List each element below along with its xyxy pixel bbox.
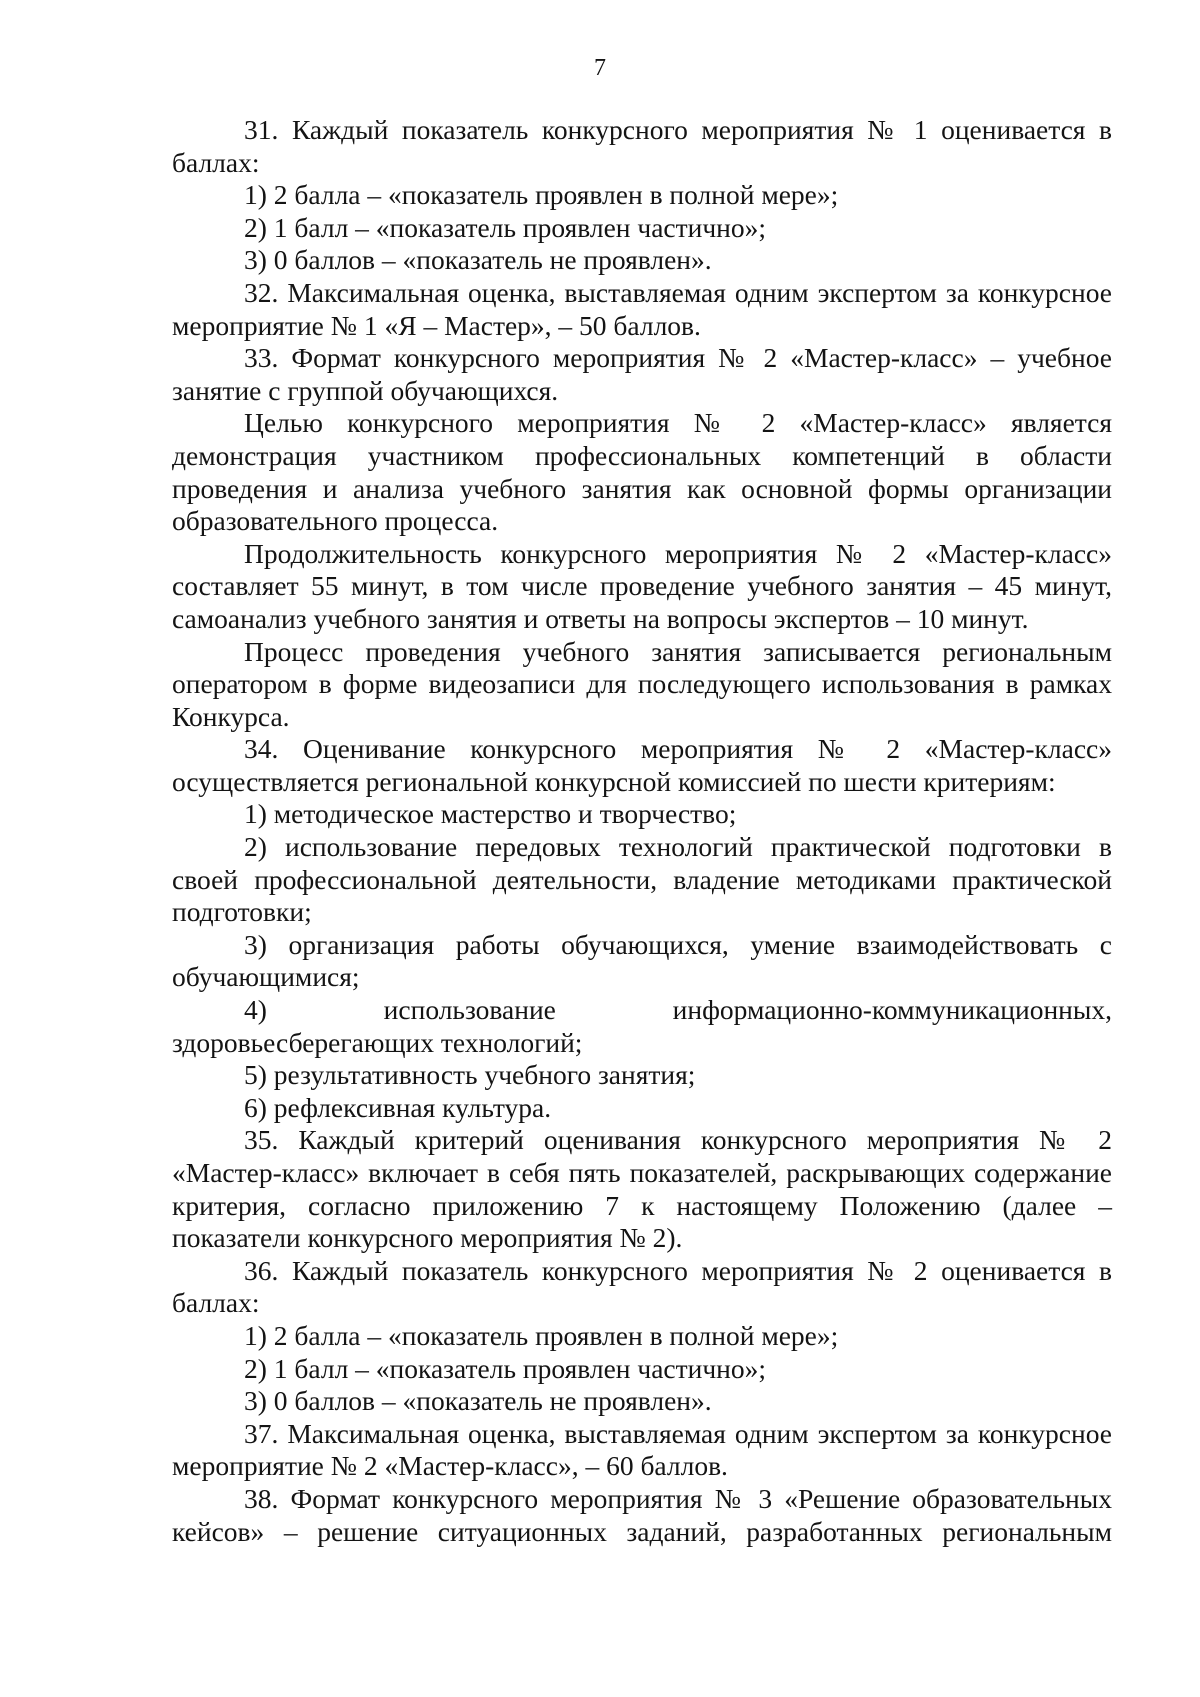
paragraph: 2) 1 балл – «показатель проявлен частично»; xyxy=(244,1352,767,1384)
paragraph: 6) рефлексивная культура. xyxy=(244,1091,552,1123)
paragraph: 2) использование передовых технологий практической подготовки в своей профессиональной деятельности, владение методиками практической подготовки; xyxy=(172,831,1112,928)
paragraph: 5) результативность учебного занятия; xyxy=(244,1059,696,1091)
paragraph: 3) 0 баллов – «показатель не проявлен». xyxy=(244,1385,712,1417)
paragraph: 32. Максимальная оценка, выставляемая одним экспертом за конкурсное мероприятие № 1 «Я – Мастер», – 50 баллов. xyxy=(172,276,1112,341)
paragraph: 4) использование информационно-коммуникационных, здоровьесберегающих технологий; xyxy=(172,994,1112,1058)
paragraph: Продолжительность конкурсного мероприятия № 2 «Мастер-класс» составляет 55 минут, в том числе проведение учебного занятия – 45 минут, самоанализ учебного занятия и ответы на вопросы экспертов – 10 минут. xyxy=(172,537,1112,634)
paragraph: 1) 2 балла – «показатель проявлен в полной мере»; xyxy=(244,1319,839,1351)
paragraph: 36. Каждый показатель конкурсного мероприятия № 2 оценивается в баллах: xyxy=(172,1254,1112,1319)
paragraph: 1) методическое мастерство и творчество; xyxy=(244,798,737,830)
paragraph: Целью конкурсного мероприятия № 2 «Мастер-класс» является демонстрация участником профессиональных компетенций в области проведения и анализа учебного занятия как основной формы организации образовательного процесса. xyxy=(172,407,1112,537)
paragraph: Процесс проведения учебного занятия записывается региональным оператором в форме видеозаписи для последующего использования в рамках Конкурса. xyxy=(172,635,1112,732)
paragraph: 34. Оценивание конкурсного мероприятия № 2 «Мастер-класс» осуществляется региональной конкурсной комиссией по шести критериям: xyxy=(172,733,1112,797)
paragraph: 1) 2 балла – «показатель проявлен в полной мере»; xyxy=(244,179,839,211)
paragraph: 3) организация работы обучающихся, умение взаимодействовать с обучающимися; xyxy=(172,928,1112,993)
paragraph: 35. Каждый критерий оценивания конкурсного мероприятия № 2 «Мастер-класс» включает в себя пять показателей, раскрывающих содержание критерия, согласно приложению 7 к настоящему Положению (далее – показатели конкурсного мероприятия № 2). xyxy=(172,1124,1112,1254)
paragraph: 2) 1 балл – «показатель проявлен частично»; xyxy=(244,211,767,243)
paragraph: 38. Формат конкурсного мероприятия № 3 «Решение образовательных кейсов» – решение ситуационных заданий, разработанных региональным xyxy=(172,1482,1112,1547)
paragraph: 31. Каждый показатель конкурсного мероприятия № 1 оценивается в баллах: xyxy=(172,114,1112,178)
paragraph: 33. Формат конкурсного мероприятия № 2 «Мастер-класс» – учебное занятие с группой обучающихся. xyxy=(172,342,1112,406)
paragraph: 37. Максимальная оценка, выставляемая одним экспертом за конкурсное мероприятие № 2 «Мастер-класс», – 60 баллов. xyxy=(172,1417,1112,1482)
paragraph: 3) 0 баллов – «показатель не проявлен». xyxy=(244,244,712,276)
page-number: 7 xyxy=(594,55,606,81)
document-body xyxy=(172,114,1112,1548)
